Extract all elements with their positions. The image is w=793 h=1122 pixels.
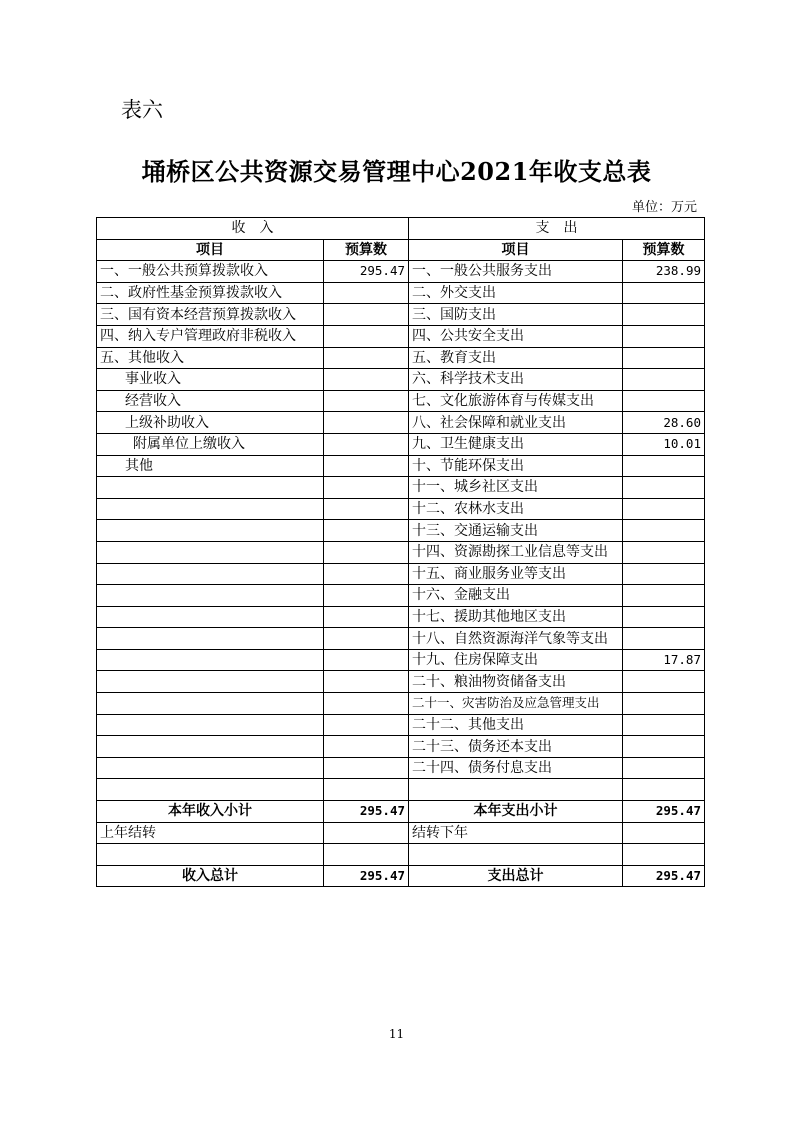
- table-row: [97, 261, 705, 283]
- expense-item-cell: 十二、农林水支出: [409, 498, 623, 520]
- blank-row: [97, 844, 705, 866]
- income-budget-cell: [324, 498, 409, 520]
- income-item-cell: 附属单位上缴收入: [97, 433, 324, 455]
- table-row: [97, 304, 705, 326]
- income-budget-cell: [324, 779, 409, 801]
- expense-budget-cell: 17.87: [623, 649, 705, 671]
- expense-budget-cell: [623, 585, 705, 607]
- income-budget-cell: [324, 736, 409, 758]
- expense-item-cell: 九、卫生健康支出: [409, 433, 623, 455]
- income-budget-cell: [324, 628, 409, 650]
- expense-budget-cell: [623, 671, 705, 693]
- income-budget-cell: [324, 822, 409, 844]
- expense-item-cell: 十七、援助其他地区支出: [409, 606, 623, 628]
- expense-item-cell: 十三、交通运输支出: [409, 520, 623, 542]
- income-item-cell: [97, 757, 324, 779]
- income-budget-cell: 295.47: [324, 261, 409, 283]
- expense-item-cell: 二十、粮油物资储备支出: [409, 671, 623, 693]
- page-title: 埇桥区公共资源交易管理中心2021年收支总表: [141, 157, 652, 186]
- table-row: [97, 671, 705, 693]
- income-budget-cell: [324, 714, 409, 736]
- table-row: [97, 325, 705, 347]
- income-item-cell: 经营收入: [97, 390, 324, 412]
- expense-item-cell: 六、科学技术支出: [409, 369, 623, 391]
- expense-budget-cell: [623, 282, 705, 304]
- expense-budget-cell: [623, 455, 705, 477]
- income-item-cell: 一、一般公共预算拨款收入: [97, 261, 324, 283]
- table-row: [97, 412, 705, 434]
- income-item-cell: [97, 649, 324, 671]
- income-budget-cell: [324, 455, 409, 477]
- income-budget-cell: [324, 325, 409, 347]
- income-budget-cell: [324, 671, 409, 693]
- income-budget-cell: [324, 585, 409, 607]
- expense-budget-cell: [623, 304, 705, 326]
- expense-budget-cell: [623, 541, 705, 563]
- income-budget-cell: [324, 304, 409, 326]
- income-budget-cell: [324, 606, 409, 628]
- expense-item-cell: 五、教育支出: [409, 347, 623, 369]
- table-row: [97, 649, 705, 671]
- income-item-cell: 四、纳入专户管理政府非税收入: [97, 325, 324, 347]
- expense-item-cell: [409, 844, 623, 866]
- table-row: [97, 714, 705, 736]
- expense-item-cell: 结转下年: [409, 822, 623, 844]
- expense-budget-cell: [623, 606, 705, 628]
- income-item-cell: 二、政府性基金预算拨款收入: [97, 282, 324, 304]
- expense-item-cell: 十九、住房保障支出: [409, 649, 623, 671]
- income-item-cell: 五、其他收入: [97, 347, 324, 369]
- expense-budget-cell: [623, 714, 705, 736]
- income-budget-cell: [324, 282, 409, 304]
- expense-item-cell: 十四、资源勘探工业信息等支出: [409, 541, 623, 563]
- expense-budget-cell: [623, 628, 705, 650]
- table-row: [97, 347, 705, 369]
- expense-budget-cell: 10.01: [623, 433, 705, 455]
- income-budget-cell: [324, 541, 409, 563]
- table-header-row: [97, 218, 705, 240]
- budget-table: [96, 217, 705, 887]
- table-row: [97, 693, 705, 715]
- expense-item-cell: 十、节能环保支出: [409, 455, 623, 477]
- income-budget-header: 预算数: [324, 239, 409, 261]
- income-item-cell: [97, 477, 324, 499]
- table-row: [97, 520, 705, 542]
- table-subheader-row: [97, 239, 705, 261]
- income-item-cell: 三、国有资本经营预算拨款收入: [97, 304, 324, 326]
- table-row: [97, 585, 705, 607]
- income-item-cell: [97, 563, 324, 585]
- income-header: 收 入: [97, 218, 409, 240]
- income-item-cell: 其他: [97, 455, 324, 477]
- income-item-cell: [97, 498, 324, 520]
- expense-item-cell: 三、国防支出: [409, 304, 623, 326]
- expense-budget-cell: [623, 477, 705, 499]
- income-budget-cell: [324, 844, 409, 866]
- income-budget-cell: [324, 412, 409, 434]
- expense-item-cell: 二十一、灾害防治及应急管理支出: [409, 693, 623, 715]
- expense-budget-cell: 295.47: [623, 865, 705, 887]
- expense-budget-header: 预算数: [623, 239, 705, 261]
- expense-budget-cell: [623, 757, 705, 779]
- expense-item-cell: 本年支出小计: [409, 801, 623, 823]
- expense-budget-cell: [623, 822, 705, 844]
- expense-budget-cell: [623, 369, 705, 391]
- income-budget-cell: [324, 520, 409, 542]
- expense-header: 支 出: [409, 218, 705, 240]
- unit-label: 单位：万元: [631, 200, 697, 215]
- table-row: [97, 282, 705, 304]
- expense-item-cell: 二十二、其他支出: [409, 714, 623, 736]
- expense-item-cell: 支出总计: [409, 865, 623, 887]
- income-item-cell: [97, 736, 324, 758]
- income-budget-cell: 295.47: [324, 801, 409, 823]
- expense-item-cell: [409, 779, 623, 801]
- table-row: [97, 757, 705, 779]
- table-number-label: 表六: [121, 98, 163, 122]
- income-item-cell: [97, 520, 324, 542]
- income-item-cell: [97, 585, 324, 607]
- expense-item-cell: 十八、自然资源海洋气象等支出: [409, 628, 623, 650]
- income-budget-cell: [324, 757, 409, 779]
- expense-budget-cell: 28.60: [623, 412, 705, 434]
- expense-budget-cell: [623, 779, 705, 801]
- total-row: [97, 865, 705, 887]
- income-item-cell: [97, 628, 324, 650]
- page-number: 11: [388, 1027, 405, 1041]
- income-item-header: 项目: [97, 239, 324, 261]
- income-item-cell: [97, 541, 324, 563]
- table-row: [97, 433, 705, 455]
- income-item-cell: [97, 779, 324, 801]
- table-row: [97, 498, 705, 520]
- table-row: [97, 563, 705, 585]
- expense-item-cell: 十一、城乡社区支出: [409, 477, 623, 499]
- table-row: [97, 779, 705, 801]
- income-budget-cell: [324, 649, 409, 671]
- expense-budget-cell: [623, 390, 705, 412]
- expense-item-cell: 十五、商业服务业等支出: [409, 563, 623, 585]
- table-row: [97, 390, 705, 412]
- carry-row: [97, 822, 705, 844]
- income-item-cell: [97, 671, 324, 693]
- income-budget-cell: 295.47: [324, 865, 409, 887]
- expense-budget-cell: [623, 498, 705, 520]
- table-row: [97, 455, 705, 477]
- table-row: [97, 541, 705, 563]
- income-budget-cell: [324, 563, 409, 585]
- table-row: [97, 477, 705, 499]
- expense-item-cell: 二十四、债务付息支出: [409, 757, 623, 779]
- income-budget-cell: [324, 390, 409, 412]
- expense-item-cell: 二、外交支出: [409, 282, 623, 304]
- expense-budget-cell: [623, 563, 705, 585]
- expense-budget-cell: [623, 844, 705, 866]
- income-budget-cell: [324, 369, 409, 391]
- expense-budget-cell: [623, 520, 705, 542]
- income-budget-cell: [324, 693, 409, 715]
- income-item-cell: 本年收入小计: [97, 801, 324, 823]
- expense-budget-cell: 238.99: [623, 261, 705, 283]
- table-row: [97, 736, 705, 758]
- table-row: [97, 606, 705, 628]
- income-item-cell: 收入总计: [97, 865, 324, 887]
- income-budget-cell: [324, 347, 409, 369]
- expense-item-cell: 八、社会保障和就业支出: [409, 412, 623, 434]
- income-item-cell: [97, 606, 324, 628]
- expense-item-cell: 二十三、债务还本支出: [409, 736, 623, 758]
- expense-item-cell: 一、一般公共服务支出: [409, 261, 623, 283]
- income-item-cell: 上年结转: [97, 822, 324, 844]
- expense-budget-cell: [623, 347, 705, 369]
- subtotal-row: [97, 801, 705, 823]
- expense-item-header: 项目: [409, 239, 623, 261]
- income-item-cell: 事业收入: [97, 369, 324, 391]
- income-item-cell: [97, 693, 324, 715]
- expense-item-cell: 七、文化旅游体育与传媒支出: [409, 390, 623, 412]
- income-item-cell: 上级补助收入: [97, 412, 324, 434]
- expense-item-cell: 四、公共安全支出: [409, 325, 623, 347]
- expense-budget-cell: 295.47: [623, 801, 705, 823]
- expense-budget-cell: [623, 736, 705, 758]
- table-row: [97, 628, 705, 650]
- income-budget-cell: [324, 433, 409, 455]
- expense-budget-cell: [623, 693, 705, 715]
- income-budget-cell: [324, 477, 409, 499]
- expense-item-cell: 十六、金融支出: [409, 585, 623, 607]
- expense-budget-cell: [623, 325, 705, 347]
- income-item-cell: [97, 714, 324, 736]
- table-row: [97, 369, 705, 391]
- income-item-cell: [97, 844, 324, 866]
